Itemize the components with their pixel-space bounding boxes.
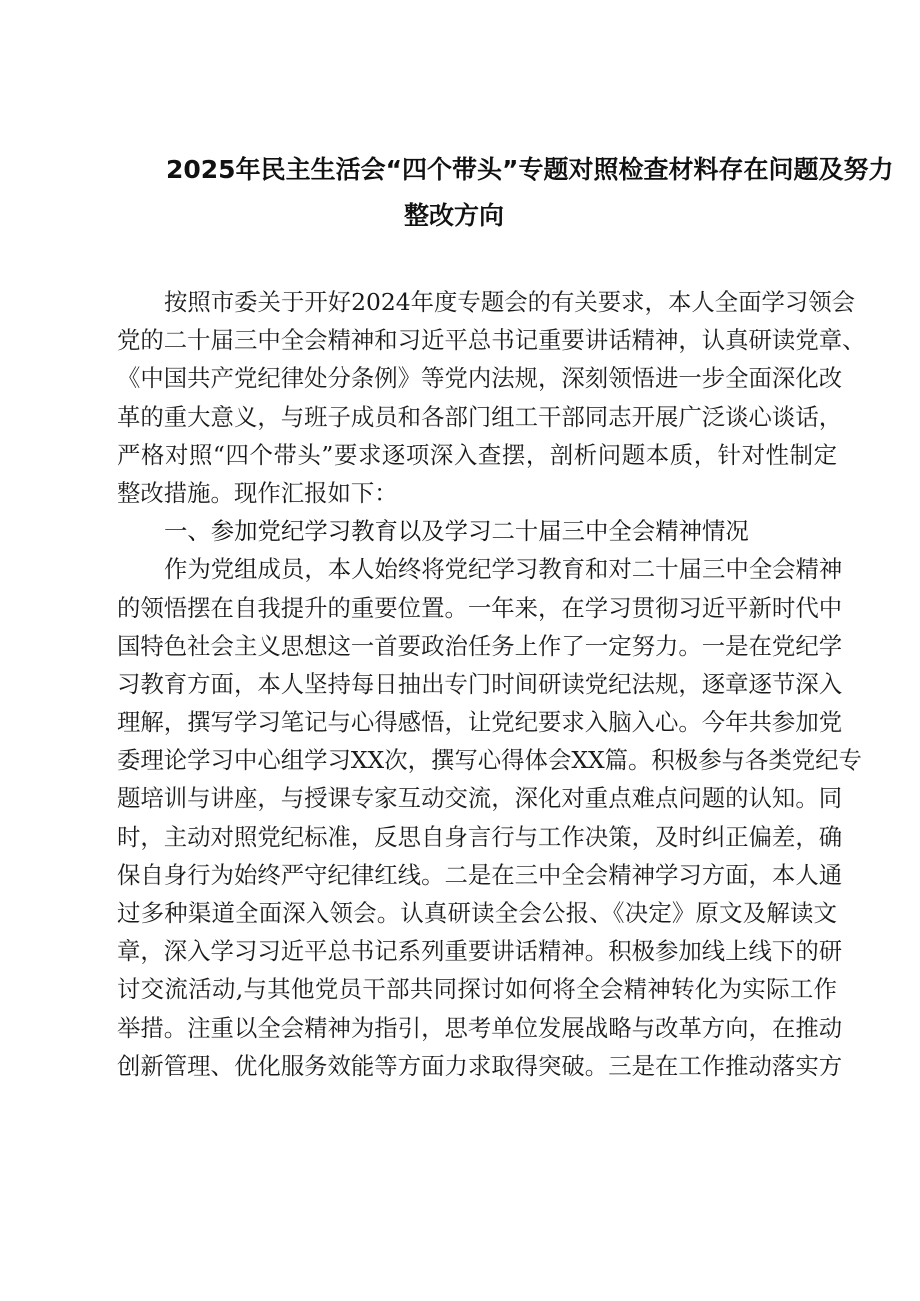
paragraph-line: 章，深入学习习近平总书记系列重要讲话精神。积极参加线上线下的研 xyxy=(117,937,843,966)
paragraph-line: 整改措施。现作汇报如下： xyxy=(117,478,398,507)
paragraph-line: 创新管理、优化服务效能等方面力求取得突破。三是在工作推动落实方 xyxy=(117,1051,843,1080)
paragraph-line: 习教育方面，本人坚持每日抽出专门时间研读党纪法规，逐章逐节深入 xyxy=(117,669,843,698)
document-title-line-1: 2025年民主生活会“四个带头”专题对照检查材料存在问题及努力 xyxy=(166,155,894,184)
paragraph-line: 严格对照“四个带头”要求逐项深入查摆，剖析问题本质，针对性制定 xyxy=(117,440,837,469)
paragraph-line: 理解，撰写学习笔记与心得感悟，让党纪要求入脑入心。今年共参加党 xyxy=(117,708,843,737)
paragraph-line: 保自身行为始终严守纪律红线。二是在三中全会精神学习方面，本人通 xyxy=(117,860,843,889)
paragraph-line: 举措。注重以全会精神为指引，思考单位发展战略与改革方向，在推动 xyxy=(117,1013,843,1042)
paragraph-line: 委理论学习中心组学习XX次，撰写心得体会XX篇。积极参与各类党纪专 xyxy=(117,746,862,775)
paragraph-line: 的领悟摆在自我提升的重要位置。一年来，在学习贯彻习近平新时代中 xyxy=(117,593,843,622)
document-body xyxy=(117,283,866,1085)
paragraph-line: 《中国共产党纪律处分条例》等党内法规，深刻领悟进一步全面深化改 xyxy=(117,364,843,393)
paragraph-line: 作为党组成员，本人始终将党纪学习教育和对二十届三中全会精神 xyxy=(164,555,843,584)
paragraph-line: 按照市委关于开好2024年度专题会的有关要求，本人全面学习领会 xyxy=(164,288,856,316)
paragraph-line: 讨交流活动,与其他党员干部共同探讨如何将全会精神转化为实际工作 xyxy=(117,975,837,1004)
paragraph-line: 党的二十届三中全会精神和习近平总书记重要讲话精神，认真研读党章、 xyxy=(117,326,866,355)
paragraph-line: 时，主动对照党纪标准，反思自身言行与工作决策，及时纠正偏差，确 xyxy=(117,822,843,851)
section-heading: 一、参加党纪学习教育以及学习二十届三中全会精神情况 xyxy=(164,517,749,546)
paragraph-line: 过多种渠道全面深入领会。认真研读全会公报、《决定》原文及解读文 xyxy=(117,899,837,927)
document-title-line-2: 整改方向 xyxy=(404,201,505,230)
paragraph-line: 国特色社会主义思想这一首要政治任务上作了一定努力。一是在党纪学 xyxy=(117,631,843,660)
paragraph-line: 题培训与讲座，与授课专家互动交流，深化对重点难点问题的认知。同 xyxy=(117,784,843,813)
paragraph-line: 革的重大意义，与班子成员和各部门组工干部同志开展广泛谈心谈话， xyxy=(117,402,843,431)
